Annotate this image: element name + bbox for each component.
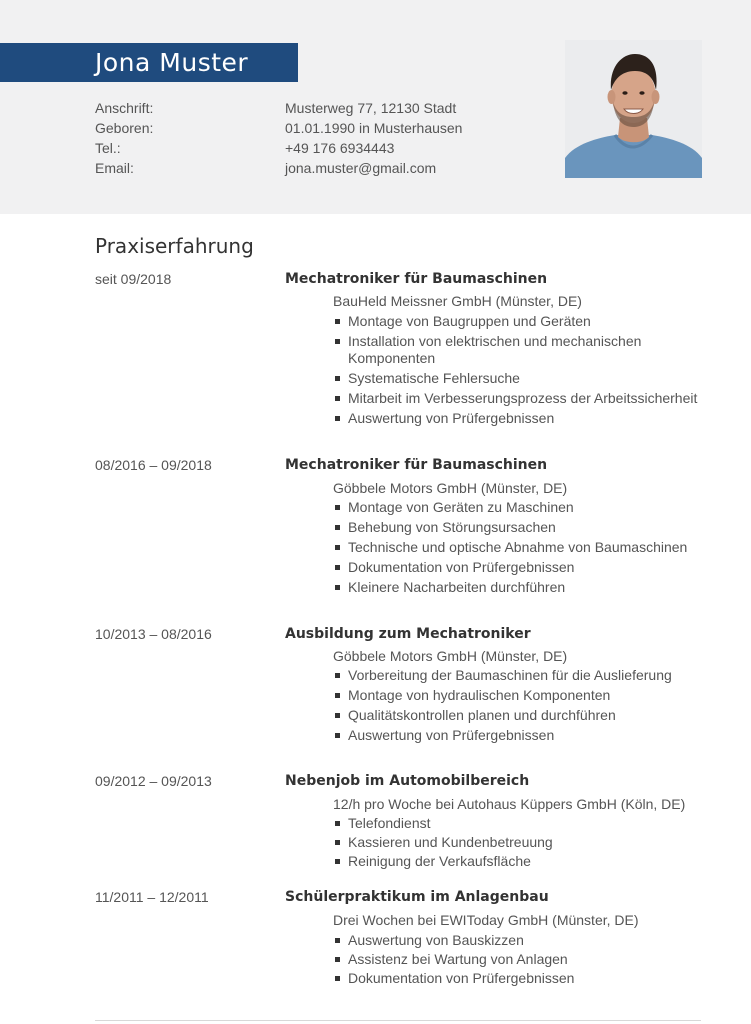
list-item: Vorbereitung der Baumaschinen für die Auslieferung [333,667,718,684]
entry-bullet-list [333,932,718,987]
entry-title: Nebenjob im Automobilbereich [285,773,530,789]
list-item: Kleinere Nacharbeiten durchführen [333,579,718,596]
contact-label-birth: Geboren: [95,120,154,136]
entry-date: seit 09/2018 [95,271,172,287]
entry-title: Ausbildung zum Mechatroniker [285,626,531,642]
entry-title: Schülerpraktikum im Anlagenbau [285,889,549,905]
contact-value-address: Musterweg 77, 12130 Stadt [285,100,457,116]
section-title-experience: Praxiserfahrung [95,234,254,258]
contact-label-address: Anschrift: [95,100,154,116]
entry-date: 09/2012 – 09/2013 [95,773,212,789]
list-item: Telefondienst [333,815,718,832]
entry-date: 08/2016 – 09/2018 [95,457,212,473]
list-item: Montage von Baugruppen und Geräten [333,313,718,330]
entry-bullet-list [333,499,718,596]
list-item: Dokumentation von Prüfergebnissen [333,970,718,987]
entry-title: Mechatroniker für Baumaschinen [285,271,548,287]
list-item: Montage von Geräten zu Maschinen [333,499,718,516]
list-item: Auswertung von Bauskizzen [333,932,718,949]
contact-value-phone: +49 176 6934443 [285,140,395,156]
list-item: Reinigung der Verkaufsfläche [333,853,718,870]
list-item: Kassieren und Kundenbetreuung [333,834,718,851]
list-item: Systematische Fehlersuche [333,370,718,387]
contact-value-email: jona.muster@gmail.com [285,160,437,176]
list-item: Installation von elektrischen und mechanischen Komponenten [333,333,718,366]
list-item: Auswertung von Prüfergebnissen [333,410,718,427]
entry-organization: Drei Wochen bei EWIToday GmbH (Münster, DE) [333,912,639,928]
entry-bullet-list [333,313,718,426]
entry-bullet-list [333,667,718,744]
entry-bullet-list [333,815,718,870]
entry-organization: BauHeld Meissner GmbH (Münster, DE) [333,293,582,309]
entry-organization: 12/h pro Woche bei Autohaus Küppers GmbH (Köln, DE) [333,796,686,812]
list-item: Assistenz bei Wartung von Anlagen [333,951,718,968]
list-item: Technische und optische Abnahme von Baumaschinen [333,539,718,556]
contact-value-birth: 01.01.1990 in Musterhausen [285,120,463,136]
entry-organization: Göbbele Motors GmbH (Münster, DE) [333,648,568,664]
contact-label-email: Email: [95,160,134,176]
list-item: Auswertung von Prüfergebnissen [333,727,718,744]
list-item: Dokumentation von Prüfergebnissen [333,559,718,576]
list-item: Mitarbeit im Verbesserungsprozess der Arbeitssicherheit [333,390,718,407]
list-item: Montage von hydraulischen Komponenten [333,687,718,704]
person-name: Jona Muster [95,48,249,77]
list-item: Qualitätskontrollen planen und durchführen [333,707,718,724]
entry-date: 10/2013 – 08/2016 [95,626,212,642]
bottom-divider [95,1020,701,1021]
entry-date: 11/2011 – 12/2011 [95,889,209,905]
list-item: Behebung von Störungsursachen [333,519,718,536]
contact-label-phone: Tel.: [95,140,121,156]
profile-photo [565,40,702,178]
entry-organization: Göbbele Motors GmbH (Münster, DE) [333,480,568,496]
entry-title: Mechatroniker für Baumaschinen [285,457,548,473]
